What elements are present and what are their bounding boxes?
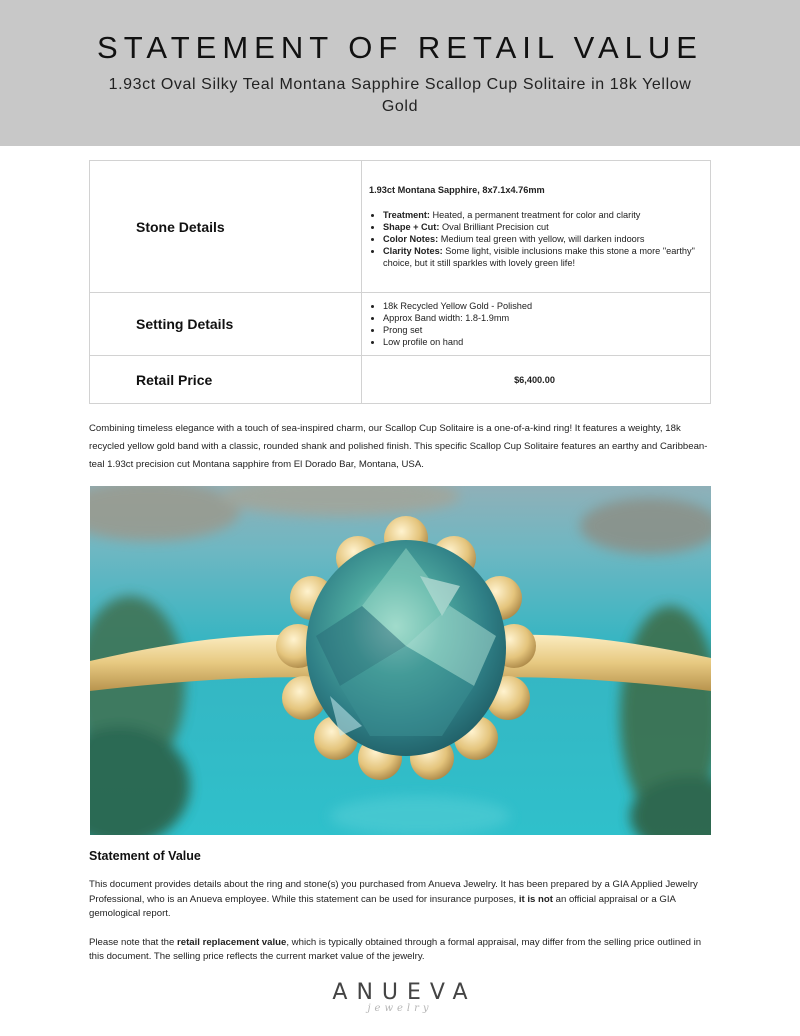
list-item-text: Medium teal green with yellow, will darken indoors bbox=[440, 234, 645, 244]
brand-logo bbox=[300, 980, 500, 1014]
list-item-term: Color Notes: bbox=[383, 234, 439, 244]
list-item-text: Heated, a permanent treatment for color and clarity bbox=[432, 210, 641, 220]
brand-subtitle: jewelry bbox=[367, 1003, 433, 1014]
retail-price-label: Retail Price bbox=[90, 356, 362, 404]
text-run: Please note that the bbox=[89, 936, 178, 948]
list-item bbox=[383, 233, 700, 245]
text-run: an official appraisal or a GIA gemological report. bbox=[89, 893, 676, 919]
list-item bbox=[383, 221, 700, 233]
stone-details-list bbox=[369, 209, 700, 269]
stone-details-info bbox=[362, 161, 711, 293]
retail-price-row bbox=[90, 356, 711, 404]
stone-details-label: Stone Details bbox=[90, 161, 362, 293]
emphasis-text: retail replacement value bbox=[177, 936, 287, 948]
list-item: • Prong set bbox=[383, 324, 700, 336]
list-item: • 18k Recycled Yellow Gold - Polished bbox=[383, 300, 700, 312]
list-item-term: Treatment: bbox=[383, 210, 430, 220]
text-run: This document provides details about the ring and stone(s) you purchased from Anueva Jewelry. It has been prepared by a GIA Applied Jewelry Professional, who is an Anueva employee. While this statement can be used for insurance purposes, bbox=[89, 879, 698, 905]
list-item-term: Shape + Cut: bbox=[383, 222, 440, 232]
text-run: , which is typically obtained through a formal appraisal, may differ from the selling price outlined in this document. The selling price reflects the current market value of the jewelry. bbox=[89, 936, 702, 962]
emphasis-text: it is not bbox=[518, 893, 553, 905]
page-title: STATEMENT OF RETAIL VALUE bbox=[97, 30, 703, 65]
list-item bbox=[383, 245, 700, 269]
list-item bbox=[383, 209, 700, 221]
statement-paragraph-2 bbox=[89, 936, 711, 965]
header-banner bbox=[0, 0, 800, 146]
list-item-text: Oval Brilliant Precision cut bbox=[441, 222, 549, 232]
list-item-text: Some light, visible inclusions make this stone a more "earthy" choice, but it still sparkles with lovely green life! bbox=[383, 246, 695, 268]
brand-name: ANUEVA bbox=[332, 980, 477, 1005]
list-item: • Low profile on hand bbox=[383, 336, 700, 348]
setting-details-info bbox=[362, 293, 711, 356]
statement-title: Statement of Value bbox=[89, 849, 201, 863]
stone-heading: 1.93ct Montana Sapphire, 8x7.1x4.76mm bbox=[369, 185, 545, 195]
statement-body bbox=[89, 878, 711, 979]
setting-details-label: Setting Details bbox=[90, 293, 362, 356]
intro-paragraph: Combining timeless elegance with a touch of sea-inspired charm, our Scallop Cup Solitaire is a one-of-a-kind ring! It features a weighty, 18k recycled yellow gold band with a classic, rounded shank and polished finish. This specific Scallop Cup Solitaire features an earthy and Caribbean-teal 1.93ct precision cut Montana sapphire from El Dorado Bar, Montana, USA. bbox=[89, 423, 708, 470]
stone-details-row bbox=[90, 161, 711, 293]
setting-details-row bbox=[90, 293, 711, 356]
setting-details-list bbox=[369, 300, 700, 348]
ring-photo bbox=[90, 486, 711, 835]
page-subtitle: 1.93ct Oval Silky Teal Montana Sapphire Scallop Cup Solitaire in 18k Yellow Gold bbox=[108, 76, 692, 115]
list-item-term: Clarity Notes: bbox=[383, 246, 443, 256]
retail-price-value: $6,400.00 bbox=[362, 356, 711, 404]
list-item: • Approx Band width: 1.8-1.9mm bbox=[383, 312, 700, 324]
details-table bbox=[89, 160, 711, 404]
ring-photo-illustration bbox=[90, 486, 711, 835]
statement-paragraph-1 bbox=[89, 878, 711, 922]
